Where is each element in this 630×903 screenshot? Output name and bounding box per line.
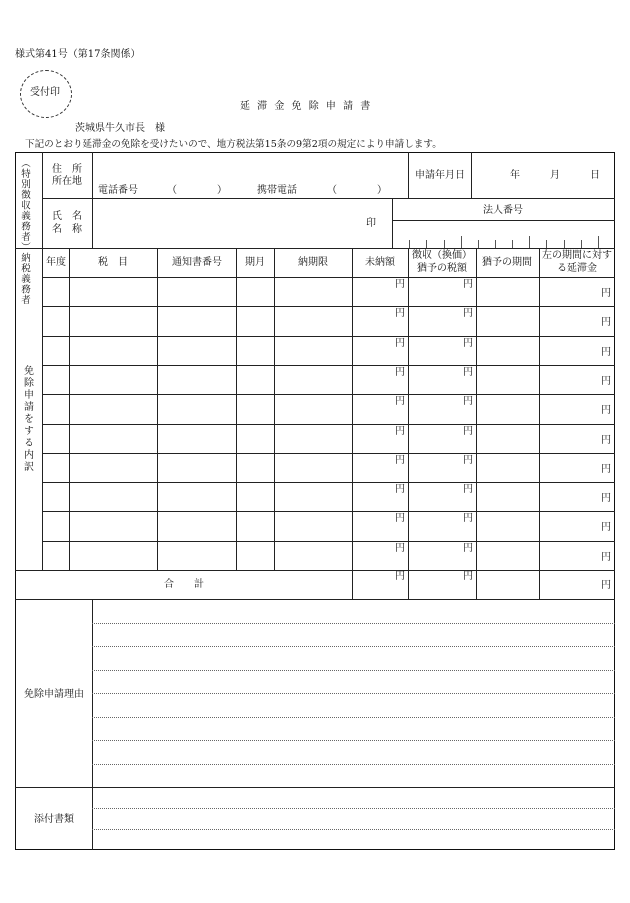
row-deferred-yen: 円 (463, 542, 473, 554)
row-penalty-yen: 円 (601, 405, 611, 417)
stamp-label: 受付印 (30, 87, 60, 98)
total-unpaid-yen: 円 (395, 571, 405, 582)
name-label-1: 氏 名 (52, 211, 82, 222)
form-title: 延 滞 金 免 除 申 請 書 (240, 101, 373, 112)
date-label: 申請年月日 (415, 170, 465, 181)
row-penalty-yen: 円 (601, 522, 611, 534)
row-unpaid-yen: 円 (395, 454, 405, 466)
reason-label: 免除申請理由 (24, 689, 84, 700)
date-year[interactable]: 年 (510, 170, 520, 181)
row-unpaid-yen: 円 (395, 542, 405, 554)
intro-text: 下記のとおり延滞金の免除を受けたいので、地方税法第15条の9第2項の規定により申請します。 (25, 139, 442, 150)
header-period: 期月 (245, 257, 265, 268)
row-unpaid-yen: 円 (395, 337, 405, 349)
row-penalty-yen: 円 (601, 317, 611, 329)
header-deferral-period: 猶予の期間 (482, 257, 532, 268)
form-number: 様式第41号（第17条関係） (15, 49, 141, 60)
header-penalty-2: る延滞金 (557, 263, 597, 274)
row-deferred-yen: 円 (463, 279, 473, 290)
corp-number-label: 法人番号 (483, 205, 523, 216)
total-penalty-yen: 円 (601, 580, 611, 591)
row-deferred-yen: 円 (463, 513, 473, 525)
row-penalty-yen: 円 (601, 493, 611, 505)
row-penalty-yen: 円 (601, 434, 611, 446)
header-notice-number: 通知書番号 (172, 257, 222, 268)
phone-field[interactable]: （ ） (167, 185, 227, 196)
header-deferred-1: 徴収（換価） (412, 250, 472, 261)
row-deferred-yen: 円 (463, 484, 473, 496)
total-label: 合 計 (164, 579, 204, 590)
mobile-field[interactable]: （ ） (327, 185, 387, 196)
row-unpaid-yen: 円 (395, 513, 405, 525)
phone-label: 電話番号 (98, 185, 138, 196)
applicant-side-label: （特別徴収義務者）納税義務者 (18, 158, 30, 305)
row-deferred-yen: 円 (463, 366, 473, 378)
header-deferred-2: 猶予の税額 (417, 263, 467, 274)
row-penalty-yen: 円 (601, 375, 611, 387)
row-penalty-yen: 円 (601, 551, 611, 563)
header-unpaid: 未納額 (365, 257, 395, 268)
header-deadline: 納期限 (298, 257, 328, 268)
date-month[interactable]: 月 (550, 170, 560, 181)
name-label-2: 名 称 (52, 224, 82, 235)
seal-mark: 印 (366, 218, 376, 229)
row-penalty-yen: 円 (601, 463, 611, 475)
mobile-label: 携帯電話 (257, 185, 297, 196)
date-day[interactable]: 日 (590, 170, 600, 181)
row-unpaid-yen: 円 (395, 279, 405, 290)
row-penalty-yen: 円 (601, 346, 611, 358)
row-unpaid-yen: 円 (395, 308, 405, 320)
attachments-label: 添付書類 (34, 814, 74, 825)
header-penalty-1: 左の期間に対す (542, 250, 612, 261)
breakdown-side-label: 免除申請をする内訳 (21, 365, 33, 473)
header-tax-item: 税 目 (98, 257, 128, 268)
row-deferred-yen: 円 (463, 454, 473, 466)
header-year: 年度 (46, 257, 66, 268)
address-label-1: 住 所 (52, 164, 82, 175)
row-deferred-yen: 円 (463, 425, 473, 437)
row-unpaid-yen: 円 (395, 396, 405, 408)
row-unpaid-yen: 円 (395, 425, 405, 437)
addressee: 茨城県牛久市長 様 (75, 123, 165, 134)
total-deferred-yen: 円 (463, 571, 473, 582)
row-penalty-yen: 円 (601, 288, 611, 299)
row-deferred-yen: 円 (463, 337, 473, 349)
row-unpaid-yen: 円 (395, 366, 405, 378)
row-deferred-yen: 円 (463, 308, 473, 320)
row-deferred-yen: 円 (463, 396, 473, 408)
row-unpaid-yen: 円 (395, 484, 405, 496)
address-label-2: 所在地 (52, 176, 82, 187)
